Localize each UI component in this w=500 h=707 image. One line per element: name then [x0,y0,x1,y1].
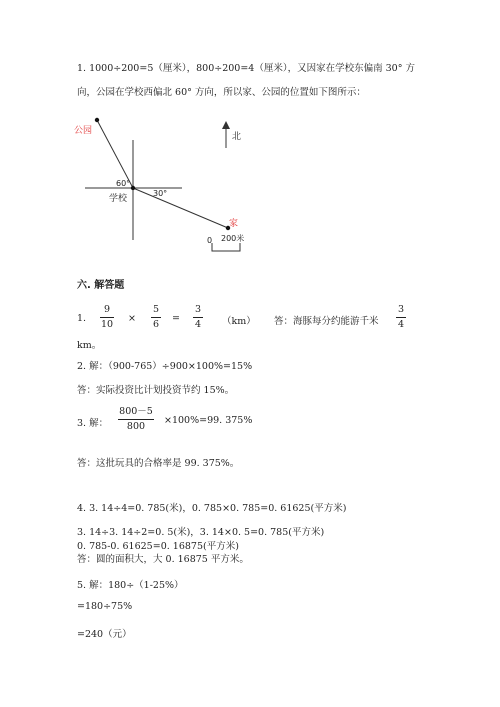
scale-bar [212,243,240,251]
a4-line3: 0. 785-0. 61625=0. 16875(平方米) [77,541,239,552]
park-label: 公园 [74,126,93,136]
a1-f1-numerator: 9 [103,304,111,315]
scale-length-label: 200米 [221,234,245,243]
a1-answer-text: 答：海豚每分约能游千米 [274,316,379,327]
a3-fraction [118,406,154,433]
scale-zero-label: 0 [207,236,213,245]
a3-prefix: 3. 解： [77,418,109,429]
a4-line4: 答：圆的面积大，大 0. 16875 平方米。 [77,554,249,565]
a2-line1: 2. 解：（900-765）÷900×100%=15% [77,361,253,372]
a4-line1: 4. 3. 14÷4=0. 785(米)，0. 785×0. 785=0. 61625(平方米) [77,503,347,514]
a3-denominator: 800 [126,421,146,432]
section-title: 六. 解答题 [77,280,125,291]
home-label: 家 [229,219,239,229]
park-direction-line [97,120,133,188]
park-point [95,118,99,122]
a1-index: 1. [77,313,87,324]
a5-line1: 5. 解：180÷（1-25%） [77,580,184,591]
a1-f2-denominator: 6 [152,319,160,330]
a5-line2: =180÷75% [77,601,133,612]
north-label: 北 [232,132,242,142]
a1-f4-numerator: 3 [397,304,405,315]
a3-answer: 答：这批玩具的合格率是 99. 375%。 [77,458,240,469]
q1-line2: 向，公园在学校西偏北 60° 方向，所以家、公园的位置如下图所示： [77,87,366,98]
a1-fraction-1 [100,304,114,331]
a1-f3-denominator: 4 [194,319,202,330]
a2-line2: 答：实际投资比计划投资节约 15%。 [77,385,235,396]
a1-unit: （km） [222,316,256,327]
a1-f4-denominator: 4 [397,319,405,330]
a3-rest: ×100%=99. 375% [164,415,253,426]
a3-numerator: 800－5 [119,406,153,417]
school-point [131,186,135,190]
north-arrow-icon [222,121,230,129]
a1-f1-denominator: 10 [100,319,114,330]
angle-30-label: 30° [153,189,168,198]
a1-f3-numerator: 3 [194,304,202,315]
angle-60-label: 60° [116,179,131,188]
a1-times: × [128,313,136,324]
a1-fraction-2 [151,304,161,331]
a1-equals: = [172,313,180,324]
home-direction-line [133,188,228,228]
a5-line3: =240（元） [77,629,132,640]
a1-fraction-3 [193,304,203,331]
a1-tail: km。 [77,340,102,351]
a1-f2-numerator: 5 [152,304,160,315]
q1-line1: 1. 1000÷200=5（厘米），800÷200=4（厘米），又因家在学校东偏南 30° 方 [77,63,415,74]
a4-line2: 3. 14÷3. 14÷2=0. 5(米)，3. 14×0. 5=0. 785(平方米) [77,527,325,538]
school-label: 学校 [109,194,128,204]
a1-fraction-4 [396,304,406,331]
